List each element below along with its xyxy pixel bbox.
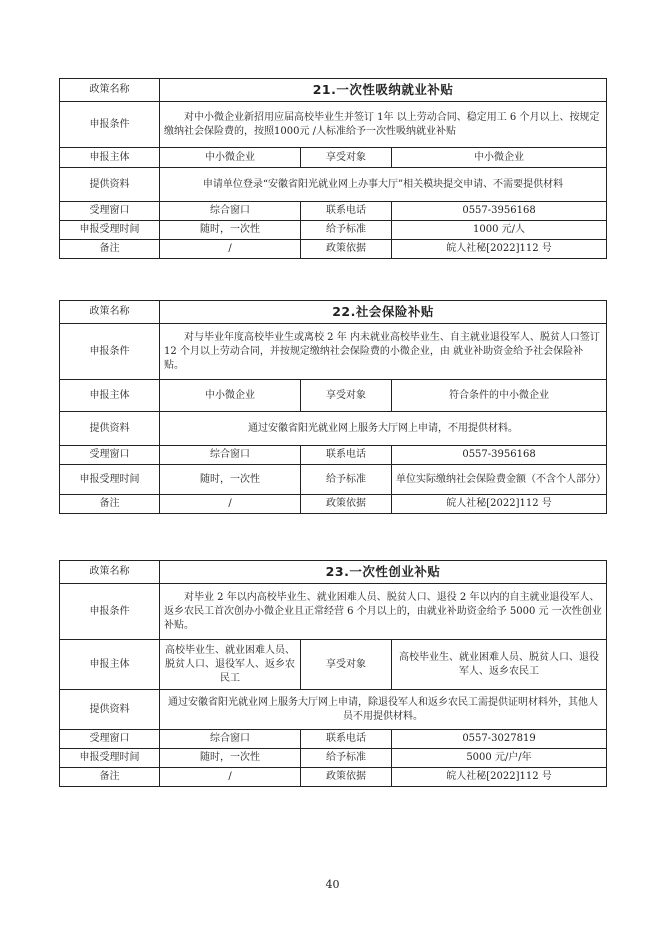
beneficiary-label: 享受对象: [301, 380, 392, 412]
time-value: 随时，一次性: [160, 749, 301, 768]
conditions-label: 申报条件: [60, 324, 160, 380]
subject-label: 申报主体: [60, 640, 160, 690]
time-label: 申报受理时间: [60, 749, 160, 768]
materials-label: 提供资料: [60, 690, 160, 730]
beneficiary-label: 享受对象: [301, 148, 392, 168]
remark-value: /: [160, 768, 301, 787]
conditions-label: 申报条件: [60, 584, 160, 640]
window-value: 综合窗口: [160, 202, 301, 221]
subject-label: 申报主体: [60, 380, 160, 412]
materials-text: 通过安徽省阳光就业网上服务大厅网上申请，不用提供材料。: [160, 412, 607, 446]
phone-value: 0557-3956168: [392, 446, 607, 465]
phone-value: 0557-3027819: [392, 730, 607, 749]
phone-value: 0557-3956168: [392, 202, 607, 221]
remark-label: 备注: [60, 768, 160, 787]
standard-label: 给予标准: [301, 221, 392, 240]
policy-name-label: 政策名称: [60, 301, 160, 324]
standard-value: 1000 元/人: [392, 221, 607, 240]
subject-value: 高校毕业生、就业困难人员、脱贫人口、退役军人、返乡农民工: [160, 640, 301, 690]
window-label: 受理窗口: [60, 446, 160, 465]
subject-value: 中小微企业: [160, 148, 301, 168]
remark-label: 备注: [60, 495, 160, 514]
time-label: 申报受理时间: [60, 221, 160, 240]
standard-value: 5000 元/户/年: [392, 749, 607, 768]
conditions-label: 申报条件: [60, 102, 160, 148]
basis-value: 皖人社秘[2022]112 号: [392, 240, 607, 259]
remark-value: /: [160, 495, 301, 514]
basis-value: 皖人社秘[2022]112 号: [392, 495, 607, 514]
window-label: 受理窗口: [60, 730, 160, 749]
page-number: 40: [325, 878, 340, 891]
policy-table-21: [59, 78, 607, 259]
remark-value: /: [160, 240, 301, 259]
basis-label: 政策依据: [301, 495, 392, 514]
standard-value: 单位实际缴纳社会保险费金额（不含个人部分）: [392, 465, 607, 495]
materials-text: 通过安徽省阳光就业网上服务大厅网上申请，除退役军人和返乡农民工需提供证明材料外，其他人员不用提供材料。: [160, 690, 607, 730]
phone-label: 联系电话: [301, 202, 392, 221]
window-label: 受理窗口: [60, 202, 160, 221]
remark-label: 备注: [60, 240, 160, 259]
phone-label: 联系电话: [301, 446, 392, 465]
time-value: 随时，一次性: [160, 221, 301, 240]
materials-label: 提供资料: [60, 412, 160, 446]
policy-title: 23.一次性创业补贴: [160, 561, 607, 584]
conditions-text: 对中小微企业新招用应届高校毕业生并签订 1年 以上劳动合同、稳定用工 6 个月以上、按规定缴纳社会保险费的，按照1000元 /人标准给予一次性吸纳就业补贴: [160, 102, 607, 148]
window-value: 综合窗口: [160, 730, 301, 749]
beneficiary-value: 符合条件的中小微企业: [392, 380, 607, 412]
time-value: 随时，一次性: [160, 465, 301, 495]
conditions-text: 对与毕业年度高校毕业生或离校 2 年 内未就业高校毕业生、自主就业退役军人、脱贫人口签订 12 个月以上劳动合同，并按规定缴纳社会保险费的小微企业，由 就业补助资金给予社会保险补贴。: [160, 324, 607, 380]
beneficiary-value: 中小微企业: [392, 148, 607, 168]
materials-label: 提供资料: [60, 168, 160, 202]
beneficiary-value: 高校毕业生、就业困难人员、脱贫人口、退役军人、返乡农民工: [392, 640, 607, 690]
beneficiary-label: 享受对象: [301, 640, 392, 690]
window-value: 综合窗口: [160, 446, 301, 465]
conditions-text: 对毕业 2 年以内高校毕业生、就业困难人员、脱贫人口、退役 2 年以内的自主就业退役军人、返乡农民工首次创办小微企业且正常经营 6 个月以上的，由就业补助资金给予 5000 元 一次性创业补贴。: [160, 584, 607, 640]
standard-label: 给予标准: [301, 749, 392, 768]
materials-text: 申请单位登录“安徽省阳光就业网上办事大厅”相关模块提交申请、不需要提供材料: [160, 168, 607, 202]
policy-title: 21.一次性吸纳就业补贴: [160, 79, 607, 102]
subject-value: 中小微企业: [160, 380, 301, 412]
phone-label: 联系电话: [301, 730, 392, 749]
policy-table-22: [59, 300, 607, 514]
standard-label: 给予标准: [301, 465, 392, 495]
policy-name-label: 政策名称: [60, 79, 160, 102]
basis-label: 政策依据: [301, 768, 392, 787]
policy-name-label: 政策名称: [60, 561, 160, 584]
policy-title: 22.社会保险补贴: [160, 301, 607, 324]
subject-label: 申报主体: [60, 148, 160, 168]
basis-label: 政策依据: [301, 240, 392, 259]
time-label: 申报受理时间: [60, 465, 160, 495]
basis-value: 皖人社秘[2022]112 号: [392, 768, 607, 787]
policy-table-23: [59, 560, 607, 787]
